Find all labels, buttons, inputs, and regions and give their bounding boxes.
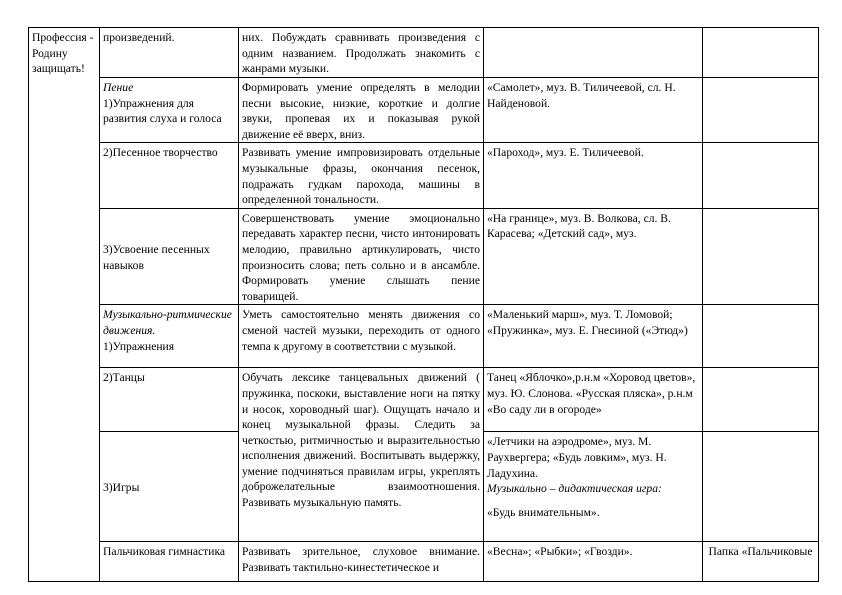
repertoire-text: Танец «Яблочко»,р.н.м «Хоровод цветов», муз. Ю. Слонова. «Русская пляска», р.н.м «Во саду ли в огороде» <box>487 371 696 416</box>
repertoire-cell <box>484 432 703 542</box>
goals-cell <box>239 143 484 208</box>
table-row <box>29 143 819 208</box>
materials-cell <box>703 143 819 208</box>
goals-cell <box>239 368 484 542</box>
activity-text: 1)Упражнения <box>103 339 175 353</box>
table-row <box>29 305 819 368</box>
table-row <box>29 542 819 582</box>
materials-cell <box>703 542 819 582</box>
materials-cell <box>703 305 819 368</box>
repertoire-text: «Самолет», муз. В. Тиличеевой, сл. Н. Найденовой. <box>487 81 676 110</box>
repertoire-text: «На границе», муз. В. Волкова, сл. В. Карасева; «Детский сад», муз. <box>487 211 671 241</box>
activity-text: произведений. <box>103 31 175 44</box>
activity-cell <box>100 368 239 432</box>
repertoire-cell <box>484 143 703 208</box>
activity-text: 2)Песенное творчество <box>103 146 218 160</box>
repertoire-text: «Летчики на аэродроме», муз. М. Раухвергера; «Будь ловким», муз. Н. Ладухина. <box>487 435 667 480</box>
table-row <box>29 78 819 143</box>
theme-text: Профессия - Родину защищать! <box>32 31 94 76</box>
materials-cell <box>703 208 819 305</box>
table-row <box>29 208 819 305</box>
didactic-game-title: «Будь внимательным». <box>487 505 600 519</box>
repertoire-text: «Весна»; «Рыбки»; «Гвозди». <box>487 545 633 559</box>
repertoire-cell <box>484 28 703 78</box>
activity-text: 3)Усвоение песенных навыков <box>103 242 210 272</box>
goals-text: Уметь самостоятельно менять движения со сменой частей музыки, переходить от одного темпа к другому в соответствии с музыкой. <box>242 308 480 353</box>
activity-cell <box>100 432 239 542</box>
goals-text: Развивать зрительное, слуховое внимание. Развивать тактильно-кинестетическое и <box>242 545 480 574</box>
materials-cell <box>703 432 819 542</box>
repertoire-cell <box>484 368 703 432</box>
repertoire-text: «Маленький марш», муз. Т. Ломовой; «Пружинка», муз. Е. Гнесиной («Этюд») <box>487 308 688 337</box>
goals-text: Совершенствовать умение эмоционально передавать характер песни, чисто интонировать мелодию, правильно артикулировать, чисто произносить слова; петь сольно и в ансамбле. Формировать умение слышать пение товарищей. <box>242 211 480 303</box>
activity-cell <box>100 28 239 78</box>
repertoire-cell <box>484 78 703 143</box>
repertoire-cell <box>484 542 703 582</box>
activity-text: 3)Игры <box>103 481 140 495</box>
section-heading: Пение <box>103 81 134 94</box>
materials-cell <box>703 368 819 432</box>
activity-text: Пальчиковая гимнастика <box>103 545 226 559</box>
section-heading: Музыкально-ритмические движения. <box>103 308 232 337</box>
activity-text: 1)Упражнения для развития слуха и голоса <box>103 96 222 126</box>
materials-cell <box>703 78 819 143</box>
repertoire-cell <box>484 305 703 368</box>
materials-text: Папка «Пальчиковые <box>708 545 813 559</box>
activity-cell <box>100 542 239 582</box>
table-row <box>29 28 819 78</box>
materials-cell <box>703 28 819 78</box>
goals-cell <box>239 305 484 368</box>
goals-cell <box>239 208 484 305</box>
activity-cell <box>100 143 239 208</box>
goals-cell <box>239 28 484 78</box>
goals-cell <box>239 542 484 582</box>
activity-text: 2)Танцы <box>103 371 145 385</box>
activity-cell <box>100 78 239 143</box>
repertoire-text: «Пароход», муз. Е. Тиличеевой. <box>487 146 644 160</box>
goals-text: Развивать умение импровизировать отдельные музыкальные фразы, окончания песенок, подражать гудкам парохода, машины в определенной тональности. <box>242 146 480 207</box>
goals-cell <box>239 78 484 143</box>
repertoire-cell <box>484 208 703 305</box>
activity-cell <box>100 208 239 305</box>
activity-cell <box>100 305 239 368</box>
didactic-game-heading: Музыкально – дидактическая игра: <box>487 482 662 496</box>
goals-text: Обучать лексике танцевальных движений ( пружинка, поскоки, выставление ноги на пятку и носок, хороводный шаг). Ощущать начало и конец музыкальной фразы. Следить за четкостью, ритмичностью и выразительностью исполнения движений. Воспитывать выдержку, умение подчиняться правилам игры, укреплять доброжелательные взаимоотношения. Развивать музыкальную память. <box>242 371 480 510</box>
theme-cell <box>29 28 100 582</box>
table-row <box>29 368 819 432</box>
goals-text: Формировать умение определять в мелодии песни высокие, низкие, короткие и долгие звуки, пропевая их и показывая рукой движение её вверх, вниз. <box>242 81 480 141</box>
goals-text: них. Побуждать сравнивать произведения с одним названием. Продолжать знакомить с жанрами музыки. <box>242 31 480 76</box>
lesson-plan-table <box>28 27 819 582</box>
